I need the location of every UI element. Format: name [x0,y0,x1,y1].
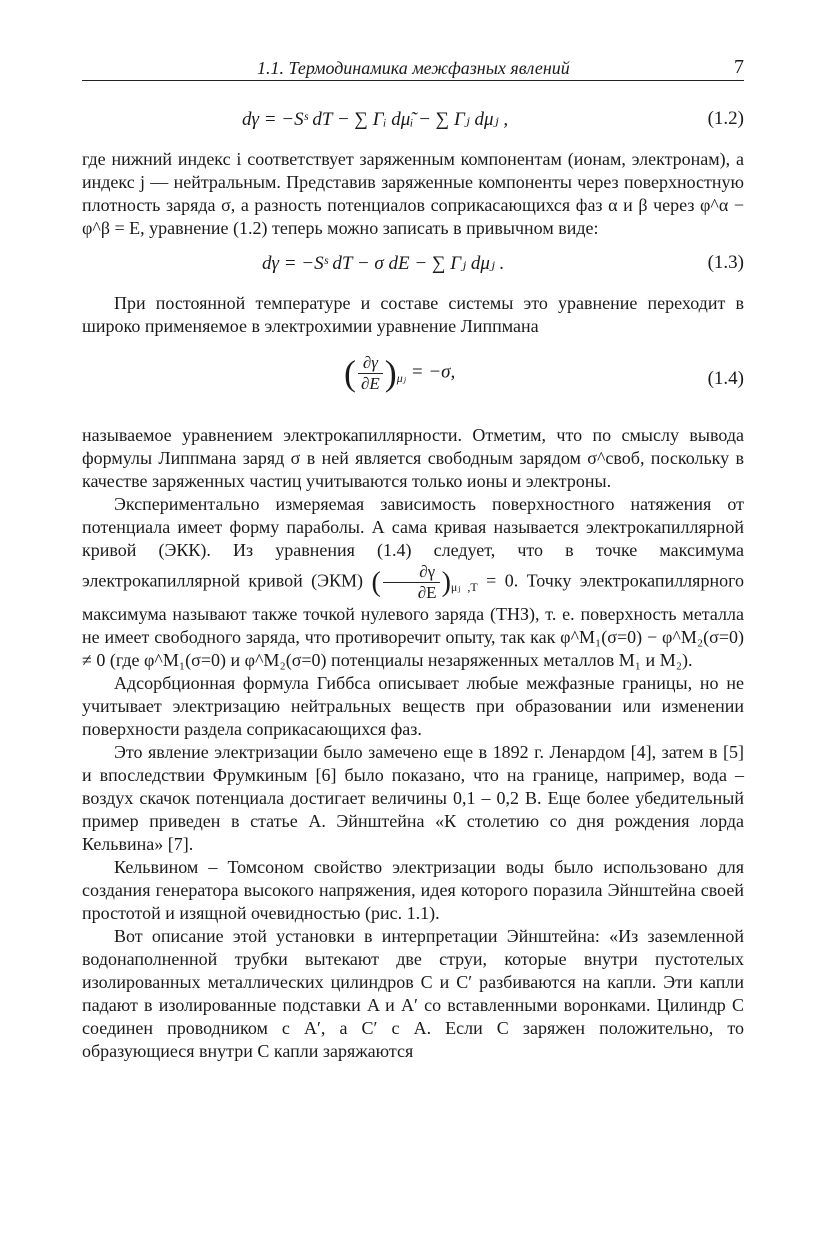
equation-1-4 [82,338,744,424]
paragraph: При постоянной температуре и составе системы это уравнение переходит в широко применяемое в электрохимии уравнение Липпмана [82,293,744,336]
running-title: 1.1. Термодинамика межфазных явлений [257,58,570,78]
equation-1-4-formula: ( $\frac{\partial\gamma}{\partial E}$ )$_{\mu ⱼ} = -\sigma$, [344,352,456,393]
page-number: 7 [734,56,744,78]
equation-1-2 [82,96,744,148]
equation-1-2-formula: dγ = −Sˢ dT − ∑ Γᵢ dμ̃ᵢ − ∑ Γⱼ dμⱼ , [242,109,509,130]
paragraph: Вот описание этой установки в интерпретации Эйнштейна: «Из заземленной водонаполненной трубки вытекают две струи, которые внутри пустотелых изолированных металлических цилиндров C и C′ разбиваются на капли. Эти капли падают в изолированные подставки A и A′ со вставленными воронками. Цилиндр C соединен проводником с A′, а C′ с A. Если C заряжен положительно, то образующиеся внутри C капли заряжаются [82,926,744,1061]
running-header [82,56,744,81]
page-body [82,96,744,1063]
equation-1-3 [82,240,744,292]
equation-1-3-number: (1.3) [707,252,744,273]
paragraph: где нижний индекс i соответствует заряженным компонентам (ионам, электронам), а индекс j — нейтральным. Представив заряженные компоненты через поверхностную плотность заряда σ, а разность потенциалов соприкасающихся фаз α и β через φ^α − φ^β = E, уравнение (1.2) теперь можно записать в привычном виде: [82,149,744,238]
equation-1-3-formula: dγ = −Sˢ dT − σ dE − ∑ Γⱼ dμⱼ . [262,253,505,274]
paragraph: Кельвином – Томсоном свойство электризации воды было использовано для создания генератора высокого напряжения, идея которого поразила Эйнштейна своей простотой и изящной очевидностью (рис. 1.1). [82,857,744,923]
paragraph: Это явление электризации было замечено еще в 1892 г. Ленардом [4], затем в [5] и впоследствии Фрумкиным [6] было показано, что на границе, например, вода – воздух скачок потенциала достигает величины 0,1 – 0,2 В. Еще более убедительный пример приведен в статье А. Эйнштейна «К столетию со дня рождения лорда Кельвина» [7]. [82,742,744,854]
paragraph: Адсорбционная формула Гиббса описывает любые межфазные границы, но не учитывает электризацию нейтральных веществ при образовании или изменении поверхности раздела соприкасающихся фаз. [82,673,744,739]
equation-1-2-number: (1.2) [707,108,744,129]
equation-1-4-number: (1.4) [707,368,744,389]
paragraph: Экспериментально измеряемая зависимость поверхностного натяжения от потенциала имеет форму параболы. А сама кривая называется электрокапиллярной кривой (ЭКК). Из уравнения (1.4) следует, что в точке максимума электрокапиллярной кривой (ЭКМ) ( $\frac{\partial\gamma}{\partial E}$ )$_{\mu ⱼ ,T} = 0$. Точку электрокапиллярного максимума называют также точкой нулевого заряда (ТНЗ), т. е. поверхность металла не имеет свободного заряда, что противоречит опыту, так как φ^M₁(σ=0) − φ^M₂(σ=0) ≠ 0 (где φ^M₁(σ=0) и φ^M₂(σ=0) потенциалы незаряженных металлов M₁ и M₂). [82,494,745,670]
paragraph: называемое уравнением электрокапиллярности. Отметим, что по смыслу вывода формулы Липпмана заряд σ в ней является свободным зарядом σ^своб, поскольку в качестве заряженных частиц учитываются только ионы и электроны. [82,425,744,491]
